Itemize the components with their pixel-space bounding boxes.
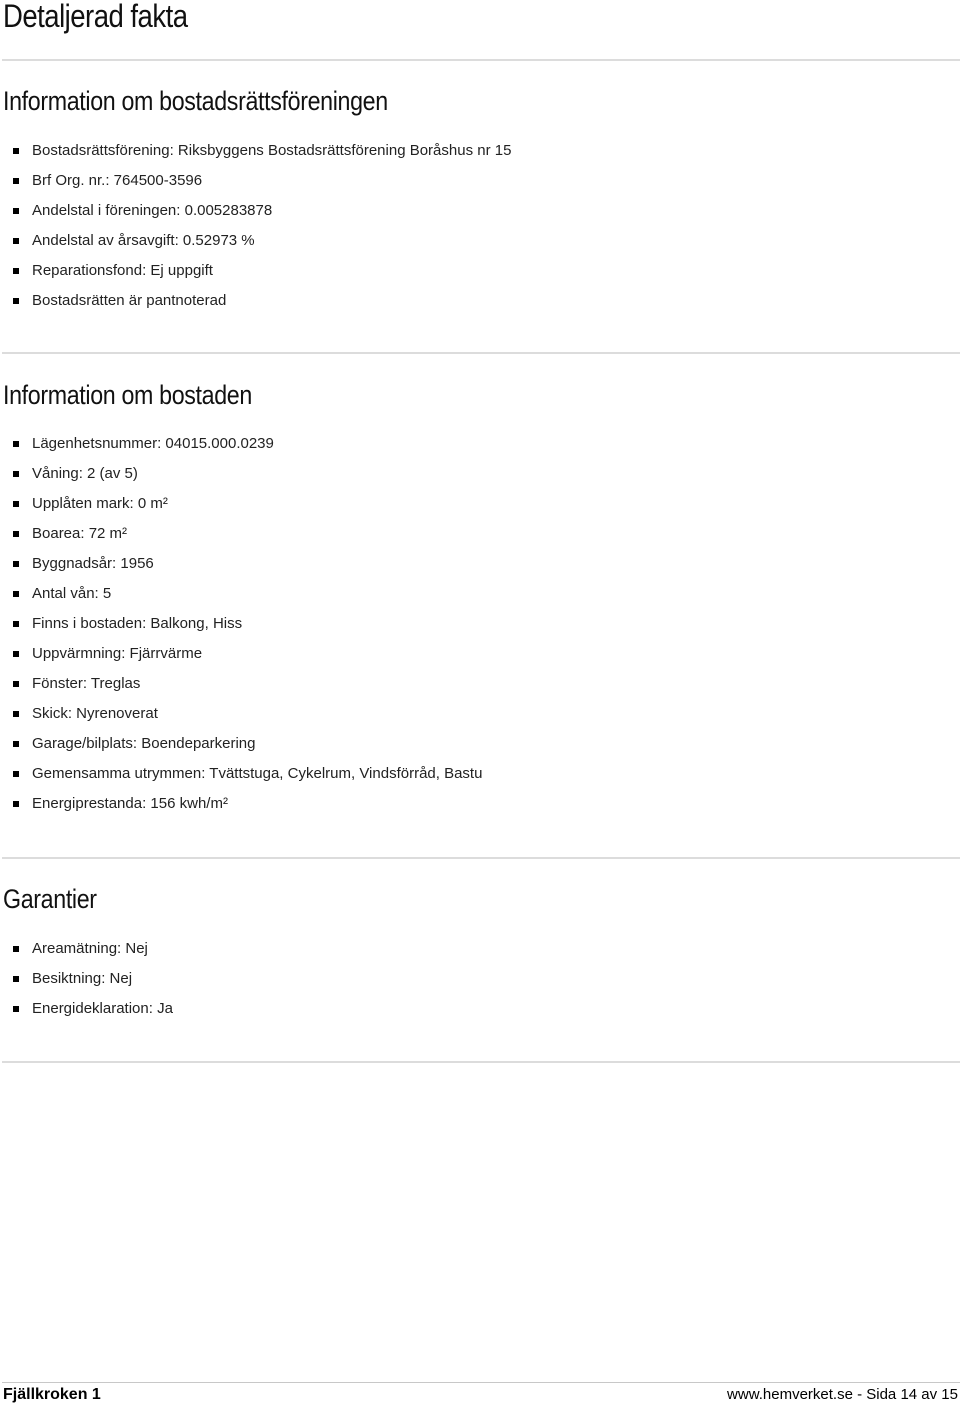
fact-text: Brf Org. nr.: 764500-3596 — [32, 172, 203, 189]
fact-text: Finns i bostaden: Balkong, Hiss — [32, 615, 243, 632]
fact-text: Lägenhetsnummer: 04015.000.0239 — [32, 435, 274, 452]
section-divider — [2, 352, 960, 354]
fact-text: Bostadsrättsförening: Riksbyggens Bostadsrättsförening Boråshus nr 15 — [32, 142, 512, 159]
fact-text: Våning: 2 (av 5) — [32, 465, 138, 482]
square-bullet-icon — [13, 531, 19, 537]
association-heading: Information om bostadsrättsföreningen — [3, 86, 388, 116]
fact-text: Gemensamma utrymmen: Tvättstuga, Cykelrum, Vindsförråd, Bastu — [32, 765, 483, 782]
square-bullet-icon — [13, 148, 19, 154]
square-bullet-icon — [13, 976, 19, 982]
fact-text: Energideklaration: Ja — [32, 1000, 173, 1017]
fact-text: Upplåten mark: 0 m² — [32, 495, 168, 512]
apartment-heading: Information om bostaden — [3, 380, 252, 410]
square-bullet-icon — [13, 471, 19, 477]
section-divider — [2, 857, 960, 859]
square-bullet-icon — [13, 801, 19, 807]
fact-text: Besiktning: Nej — [32, 970, 133, 987]
square-bullet-icon — [13, 501, 19, 507]
fact-text: Boarea: 72 m² — [32, 525, 128, 542]
footer-page-info: www.hemverket.se - Sida 14 av 15 — [727, 1386, 958, 1403]
square-bullet-icon — [13, 946, 19, 952]
square-bullet-icon — [13, 771, 19, 777]
square-bullet-icon — [13, 178, 19, 184]
fact-text: Fönster: Treglas — [32, 675, 141, 692]
square-bullet-icon — [13, 298, 19, 304]
square-bullet-icon — [13, 651, 19, 657]
fact-text: Andelstal i föreningen: 0.005283878 — [32, 202, 273, 219]
square-bullet-icon — [13, 268, 19, 274]
square-bullet-icon — [13, 1006, 19, 1012]
fact-text: Andelstal av årsavgift: 0.52973 % — [32, 232, 255, 249]
fact-text: Uppvärmning: Fjärrvärme — [32, 645, 203, 662]
fact-text: Garage/bilplats: Boendeparkering — [32, 735, 256, 752]
square-bullet-icon — [13, 208, 19, 214]
footer-divider — [2, 1382, 960, 1383]
footer-property-name: Fjällkroken 1 — [3, 1386, 101, 1403]
square-bullet-icon — [13, 591, 19, 597]
square-bullet-icon — [13, 621, 19, 627]
section-divider — [2, 1061, 960, 1063]
fact-text: Antal vån: 5 — [32, 585, 112, 602]
square-bullet-icon — [13, 238, 19, 244]
fact-text: Bostadsrätten är pantnoterad — [32, 292, 227, 309]
fact-text: Byggnadsår: 1956 — [32, 555, 154, 572]
fact-text: Areamätning: Nej — [32, 940, 148, 957]
fact-text: Skick: Nyrenoverat — [32, 705, 158, 722]
square-bullet-icon — [13, 681, 19, 687]
page-title: Detaljerad fakta — [3, 0, 188, 34]
section-divider — [2, 59, 960, 61]
fact-text: Reparationsfond: Ej uppgift — [32, 262, 213, 279]
square-bullet-icon — [13, 741, 19, 747]
square-bullet-icon — [13, 441, 19, 447]
square-bullet-icon — [13, 561, 19, 567]
fact-text: Energiprestanda: 156 kwh/m² — [32, 795, 228, 812]
guarantees-heading: Garantier — [3, 884, 97, 914]
square-bullet-icon — [13, 711, 19, 717]
